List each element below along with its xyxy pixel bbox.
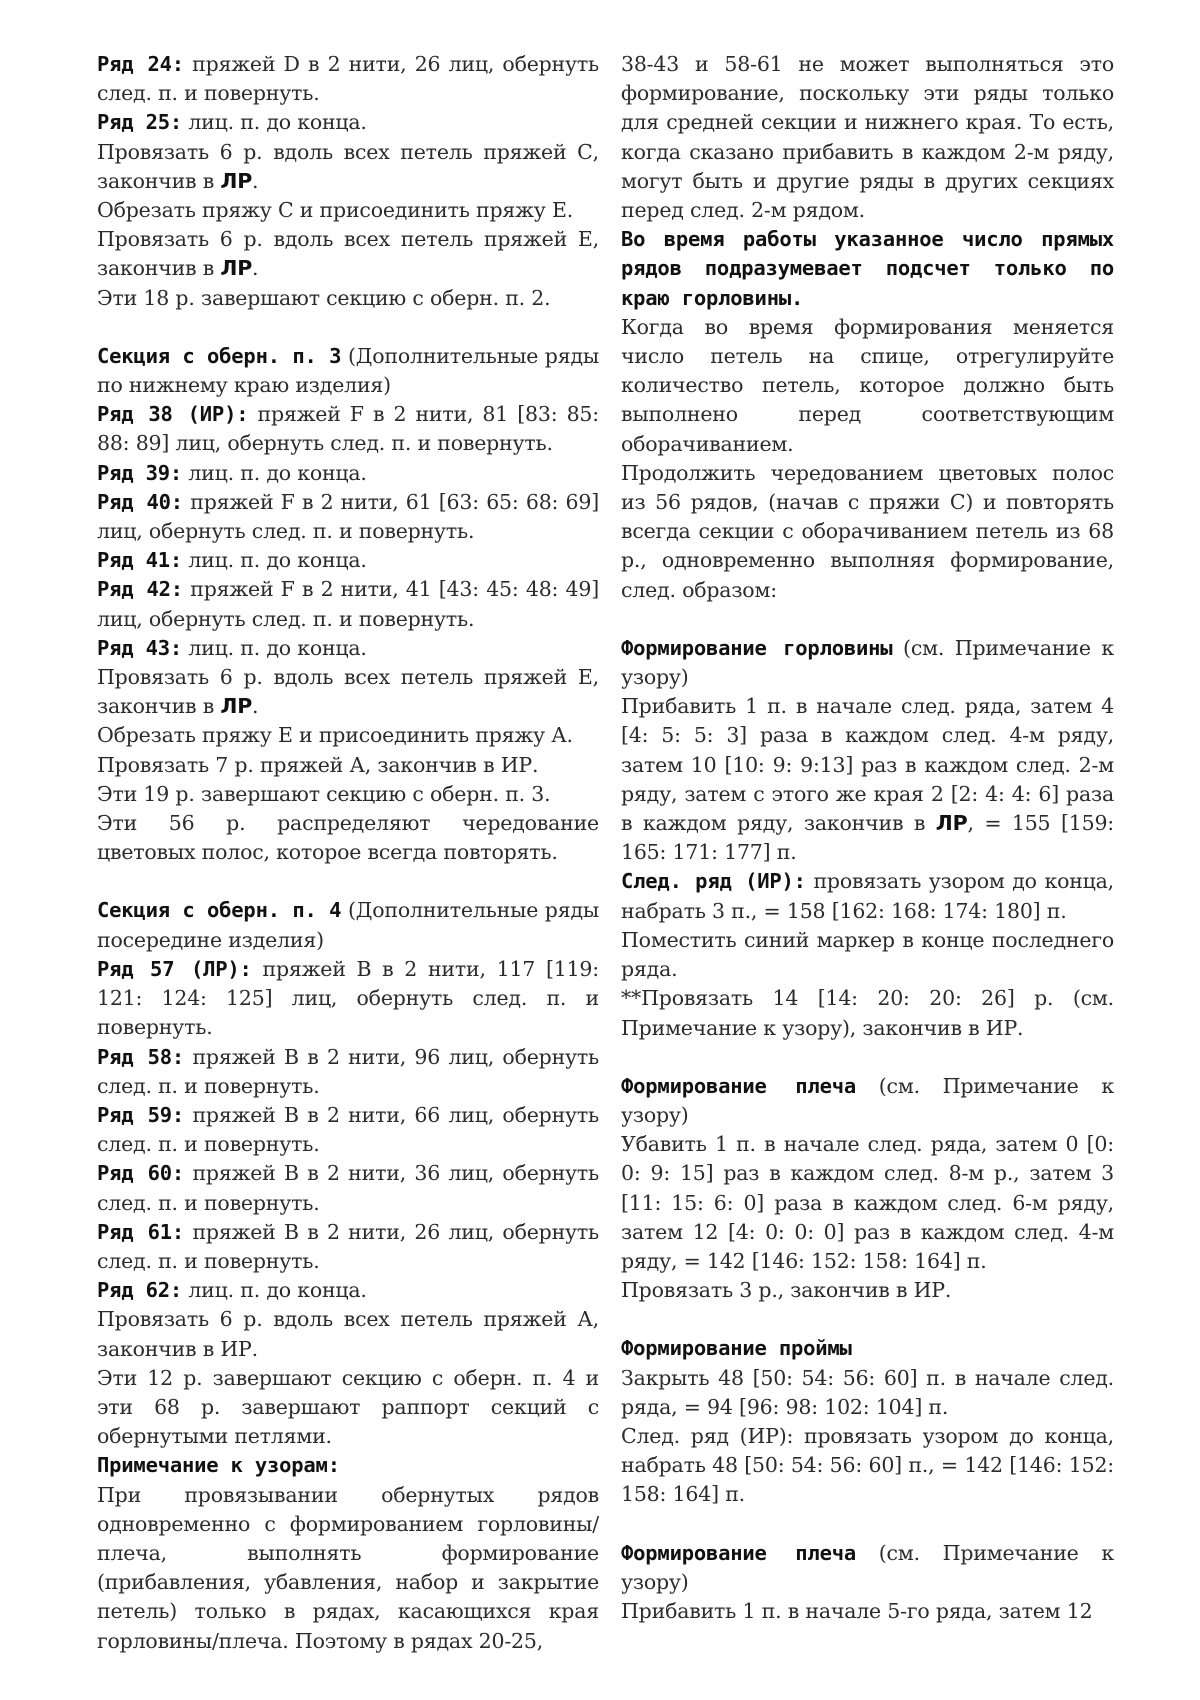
shoulder-shaping-heading xyxy=(621,1072,1114,1130)
row-text: пряжей В в 2 нити, 66 лиц, обернуть след. п. и повернуть. xyxy=(97,1102,599,1157)
row-24 xyxy=(97,50,599,108)
right-side-abbr: ЛР xyxy=(935,811,968,836)
neck-shaping-heading xyxy=(621,634,1114,692)
row-text: пряжей В в 2 нити, 96 лиц, обернуть след. п. и повернуть. xyxy=(97,1044,599,1098)
armhole-shaping-heading: Формирование проймы xyxy=(621,1336,852,1361)
row-43 xyxy=(97,634,599,663)
pattern-note-adjust: Когда во время формирования меняется число петель на спице, отрегулируйте количество петель, которое должно быть выполнено перед соответствующим оборачиванием. xyxy=(621,314,1114,456)
section-note: (Дополнительные ряды посередине изделия) xyxy=(97,898,600,952)
neck-increase: Прибавить 1 п. в начале след. ряда, затем 4 [4: 5: 5: 3] раза в каждом след. 4-м ряду, затем 10 [10: 9: 9:13] раз в каждом след. 2-м ряду, затем с этого же края 2 [2: 4: 4: 6] раза в каждом ряду, закончив в ЛР, = 155 [159: 165: 171: 177] п. xyxy=(621,694,1114,865)
place-marker: Поместить синий маркер в конце последнего ряда. xyxy=(621,927,1114,982)
row-62 xyxy=(97,1276,599,1305)
row-59 xyxy=(97,1101,599,1159)
row-61 xyxy=(97,1218,599,1276)
row-label: Ряд 41: xyxy=(97,548,182,573)
left-column xyxy=(97,50,599,1656)
row-57 xyxy=(97,955,599,1043)
row-label: Ряд 40: xyxy=(97,489,183,514)
section-note: (см. Примечание к узору) xyxy=(621,1540,1114,1594)
row-38 xyxy=(97,400,599,458)
row-25 xyxy=(97,108,599,137)
row-label: Ряд 59: xyxy=(97,1102,185,1127)
neck-next-row xyxy=(621,867,1114,925)
section-3-heading xyxy=(97,342,599,400)
right-column xyxy=(621,50,1114,1626)
row-text: лиц. п. до конца. xyxy=(188,110,367,135)
row-41 xyxy=(97,546,599,575)
section-4-heading xyxy=(97,896,599,954)
row-60 xyxy=(97,1159,599,1217)
row-42 xyxy=(97,575,599,633)
row-58 xyxy=(97,1043,599,1101)
section-title: Формирование плеча xyxy=(621,1073,856,1098)
knit-14-rows: **Провязать 14 [14: 20: 20: 26] р. (см. Примечание к узору), закончив в ИР. xyxy=(621,986,1114,1040)
row-label: Ряд 39: xyxy=(97,460,182,485)
row-label: Ряд 42: xyxy=(97,577,183,602)
section-note: (см. Примечание к узору) xyxy=(621,1073,1114,1127)
row-label: След. ряд (ИР): xyxy=(621,869,806,894)
section-2-end: Эти 18 р. завершают секцию с оберн. п. 2. xyxy=(97,285,551,310)
row-label: Ряд 58: xyxy=(97,1044,185,1069)
right-side-abbr: ЛР xyxy=(220,256,253,281)
shoulder-decrease: Убавить 1 п. в начале след. ряда, затем 0 [0: 0: 9: 15] раз в каждом след. 8-м р., затем 3 [11: 15: 6: 0] раза в каждом след. 6-м ряду, затем 12 [4: 0: 0: 0] раз в каждом след. 4-м ряду, = 142 [146: 152: 158: 164] п. xyxy=(621,1132,1114,1273)
section-note: (Дополнительные ряды по нижнему краю изделия) xyxy=(97,343,600,398)
pattern-note-heading: Примечание к узорам: xyxy=(97,1453,340,1478)
row-label: Ряд 43: xyxy=(97,635,182,660)
section-title: Формирование горловины xyxy=(621,635,893,660)
knit-6-rows-yarn-a: Провязать 6 р. вдоль всех петель пряжей А, закончив в ИР. xyxy=(97,1307,599,1361)
knit-6-rows-yarn-e: Провязать 6 р. вдоль всех петель пряжей Е, закончив в ЛР. xyxy=(97,665,599,719)
knit-7-rows-yarn-a: Провязать 7 р. пряжей А, закончив в ИР. xyxy=(97,752,539,777)
section-title: Секция с оберн. п. 4 xyxy=(97,898,342,923)
shoulder-shaping-heading-2 xyxy=(621,1539,1114,1597)
armhole-next-row: След. ряд (ИР): провязать узором до конца, набрать 48 [50: 54: 56: 60] п., = 142 [146: 152: 158: 164] п. xyxy=(621,1423,1114,1507)
row-label: Ряд 61: xyxy=(97,1219,185,1244)
section-title: Секция с оберн. п. 3 xyxy=(97,343,342,368)
knit-3-rows: Провязать 3 р., закончив в ИР. xyxy=(621,1278,952,1303)
row-text: лиц. п. до конца. xyxy=(188,1278,367,1303)
row-label: Ряд 25: xyxy=(97,110,182,135)
row-text: пряжей F в 2 нити, 81 [83: 85: 88: 89] лиц, обернуть след. п. и повернуть. xyxy=(97,402,599,456)
knit-6-rows-yarn-e: Провязать 6 р. вдоль всех петель пряжей Е, закончив в ЛР. xyxy=(97,227,599,281)
section-note: (см. Примечание к узору) xyxy=(621,635,1114,690)
row-text: пряжей F в 2 нити, 61 [63: 65: 68: 69] лиц, обернуть след. п. и повернуть. xyxy=(97,489,600,544)
row-text: пряжей F в 2 нити, 41 [43: 45: 48: 49] лиц, обернуть след. п. и повернуть. xyxy=(97,577,600,631)
row-label: Ряд 57 (ЛР): xyxy=(97,956,252,981)
row-39 xyxy=(97,459,599,488)
row-label: Ряд 38 (ИР): xyxy=(97,402,249,427)
knit-6-rows-yarn-c: Провязать 6 р. вдоль всех петель пряжей С, закончив в ЛР. xyxy=(97,139,599,193)
right-side-abbr: ЛР xyxy=(220,694,253,719)
section-title: Формирование плеча xyxy=(621,1540,856,1565)
right-side-abbr: ЛР xyxy=(220,168,253,193)
row-label: Ряд 24: xyxy=(97,52,184,76)
pattern-note-bold: Во время работы указанное число прямых рядов подразумевает подсчет только по краю горловины. xyxy=(621,227,1114,310)
section-3-end: Эти 19 р. завершают секцию с оберн. п. 3. xyxy=(97,781,551,806)
row-text: лиц. п. до конца. xyxy=(188,460,367,485)
stripe-repeat-note: Эти 56 р. распределяют чередование цветовых полос, которое всегда повторять. xyxy=(97,811,599,865)
row-label: Ряд 60: xyxy=(97,1161,185,1186)
row-40 xyxy=(97,488,599,546)
row-text: лиц. п. до конца. xyxy=(188,548,367,573)
row-text: провязать узором до конца, набрать 3 п., = 158 [162: 168: 174: 180] п. xyxy=(621,869,1114,923)
cut-yarn-c: Обрезать пряжу С и присоединить пряжу Е. xyxy=(97,198,574,223)
row-text: пряжей В в 2 нити, 26 лиц, обернуть след. п. и повернуть. xyxy=(97,1219,599,1273)
pattern-note-continued: 38-43 и 58-61 не может выполняться это формирование, поскольку эти ряды только для средней секции и нижнего края. То есть, когда сказано прибавить в каждом 2-м ряду, могут быть и другие ряды в других секциях перед след. 2-м рядом. xyxy=(621,52,1114,223)
continue-instructions: Продолжить чередованием цветовых полос из 56 рядов, (начав с пряжи С) и повторять всегда секции с оборачиванием петель из 68 р., одновременно выполняя формирование, след. образом: xyxy=(621,460,1114,602)
section-4-end: Эти 12 р. завершают секцию с оберн. п. 4 и эти 68 р. завершают раппорт секций с обернутыми петлями. xyxy=(97,1365,599,1449)
shoulder-increase: Прибавить 1 п. в начале 5-го ряда, затем 12 xyxy=(621,1598,1093,1623)
row-text: пряжей D в 2 нити, 26 лиц, обернуть след. п. и повернуть. xyxy=(97,52,599,106)
row-label: Ряд 62: xyxy=(97,1278,182,1303)
pattern-note-text: При провязывании обернутых рядов одновременно с формированием горловины/ плеча, выполнять формирование (прибавления, убавления, набор и закрытие петель) только в рядах, касающихся края горловины/плеча. Поэтому в рядах 20-25, xyxy=(97,1482,599,1653)
row-text: пряжей В в 2 нити, 36 лиц, обернуть след. п. и повернуть. xyxy=(97,1161,599,1215)
armhole-close: Закрыть 48 [50: 54: 56: 60] п. в начале след. ряда, = 94 [96: 98: 102: 104] п. xyxy=(621,1365,1114,1419)
cut-yarn-e: Обрезать пряжу Е и присоединить пряжу А. xyxy=(97,723,573,748)
row-text: пряжей В в 2 нити, 117 [119: 121: 124: 125] лиц, обернуть след. п. и повернуть. xyxy=(97,956,599,1040)
row-text: лиц. п. до конца. xyxy=(188,635,367,660)
